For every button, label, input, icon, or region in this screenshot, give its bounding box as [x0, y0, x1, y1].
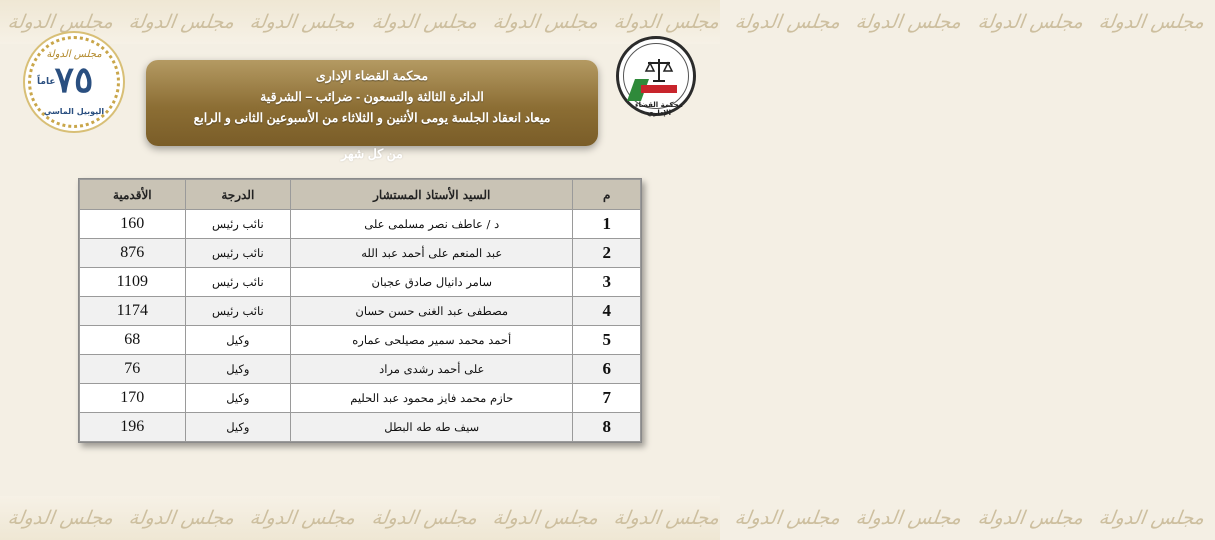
- judge-rank: وكيل: [185, 355, 290, 384]
- table-row: [80, 239, 641, 268]
- session-schedule-continued: من كل شهر: [341, 147, 403, 161]
- watermark-text: مجلس الدولة: [370, 507, 479, 529]
- watermark-text: مجلس الدولة: [248, 11, 358, 33]
- judge-seniority: 68: [80, 326, 186, 355]
- jubilee-75-emblem: [28, 36, 120, 128]
- judge-name: عبد المنعم على أحمد عبد الله: [291, 239, 573, 268]
- judge-name: سامر دانيال صادق عجبان: [291, 268, 573, 297]
- row-number: 8: [573, 413, 641, 442]
- watermark-text: مجلس الدولة: [370, 11, 479, 33]
- watermark-text: مجلس الدولة: [491, 507, 600, 529]
- judge-name: أحمد محمد سمير مصيلحى عماره: [291, 326, 573, 355]
- row-number: 7: [573, 384, 641, 413]
- header-banner: [146, 60, 598, 146]
- judge-rank: نائب رئيس: [185, 239, 290, 268]
- scales-of-justice-icon: [645, 57, 673, 83]
- watermark-text: مجلس الدولة: [248, 507, 358, 529]
- row-number: 2: [573, 239, 641, 268]
- row-number: 5: [573, 326, 641, 355]
- watermark-band-top: [0, 0, 1206, 44]
- table-header-row: [80, 180, 641, 210]
- seal-caption: محكمة القضاء الإداري: [635, 101, 683, 117]
- judge-name: د / عاطف نصر مسلمى على: [291, 210, 573, 239]
- table-row: [80, 413, 641, 442]
- court-name: محكمة القضاء الإدارى: [315, 69, 429, 83]
- watermark-text: مجلس الدولة: [127, 11, 236, 33]
- table-row: [80, 297, 641, 326]
- watermark-text: مجلس الدولة: [854, 507, 964, 529]
- row-number: 6: [573, 355, 641, 384]
- table-row: [80, 355, 641, 384]
- judge-rank: نائب رئيس: [185, 297, 290, 326]
- jubilee-top-text: مجلس الدولة: [46, 49, 102, 60]
- watermark-text: مجلس الدولة: [975, 11, 1085, 33]
- session-schedule: ميعاد انعقاد الجلسة يومى الأثنين و الثلاثاء من الأسبوعين الثانى و الرابع: [193, 111, 551, 125]
- judge-seniority: 1174: [80, 297, 186, 326]
- judge-seniority: 160: [80, 210, 186, 239]
- watermark-text: مجلس الدولة: [1097, 11, 1206, 33]
- header-number: م: [573, 180, 641, 210]
- judge-rank: نائب رئيس: [185, 268, 290, 297]
- judges-table: [78, 178, 642, 443]
- watermark-text: مجلس الدولة: [491, 11, 600, 33]
- seal-flag-red: [641, 85, 677, 93]
- judge-rank: نائب رئيس: [185, 210, 290, 239]
- circuit-name: الدائرة الثالثة والتسعون - ضرائب – الشرقية: [260, 90, 484, 104]
- judge-seniority: 196: [80, 413, 186, 442]
- judge-seniority: 170: [80, 384, 186, 413]
- judge-seniority: 876: [80, 239, 186, 268]
- jubilee-number: ٧٥: [54, 59, 94, 101]
- header-name: السيد الأستاذ المستشار: [291, 180, 573, 210]
- court-seal-logo: [616, 36, 696, 116]
- watermark-text: مجلس الدولة: [854, 11, 964, 33]
- row-number: 3: [573, 268, 641, 297]
- row-number: 1: [573, 210, 641, 239]
- header-rank: الدرجة: [185, 180, 290, 210]
- watermark-text: مجلس الدولة: [733, 11, 842, 33]
- judge-seniority: 1109: [80, 268, 186, 297]
- watermark-band-bottom: [0, 496, 1206, 540]
- watermark-text: مجلس الدولة: [6, 507, 115, 529]
- watermark-text: مجلس الدولة: [6, 11, 115, 33]
- row-number: 4: [573, 297, 641, 326]
- table-row: [80, 326, 641, 355]
- table-row: [80, 210, 641, 239]
- header-seniority: الأقدمية: [80, 180, 186, 210]
- judge-name: مصطفى عبد الغنى حسن حسان: [291, 297, 573, 326]
- judge-seniority: 76: [80, 355, 186, 384]
- table-row: [80, 268, 641, 297]
- judge-rank: وكيل: [185, 326, 290, 355]
- judge-name: على أحمد رشدى مراد: [291, 355, 573, 384]
- judge-rank: وكيل: [185, 384, 290, 413]
- jubilee-bottom-text: اليوبيل الماسي: [43, 107, 105, 116]
- judge-name: سيف طه طه البطل: [291, 413, 573, 442]
- watermark-text: مجلس الدولة: [612, 11, 721, 33]
- watermark-text: مجلس الدولة: [975, 507, 1085, 529]
- jubilee-years-label: عاماً: [37, 77, 56, 87]
- watermark-text: مجلس الدولة: [127, 507, 236, 529]
- watermark-text: مجلس الدولة: [733, 507, 842, 529]
- watermark-text: مجلس الدولة: [612, 507, 721, 529]
- table-row: [80, 384, 641, 413]
- judge-rank: وكيل: [185, 413, 290, 442]
- judge-name: حازم محمد فايز محمود عبد الحليم: [291, 384, 573, 413]
- watermark-text: مجلس الدولة: [1097, 507, 1206, 529]
